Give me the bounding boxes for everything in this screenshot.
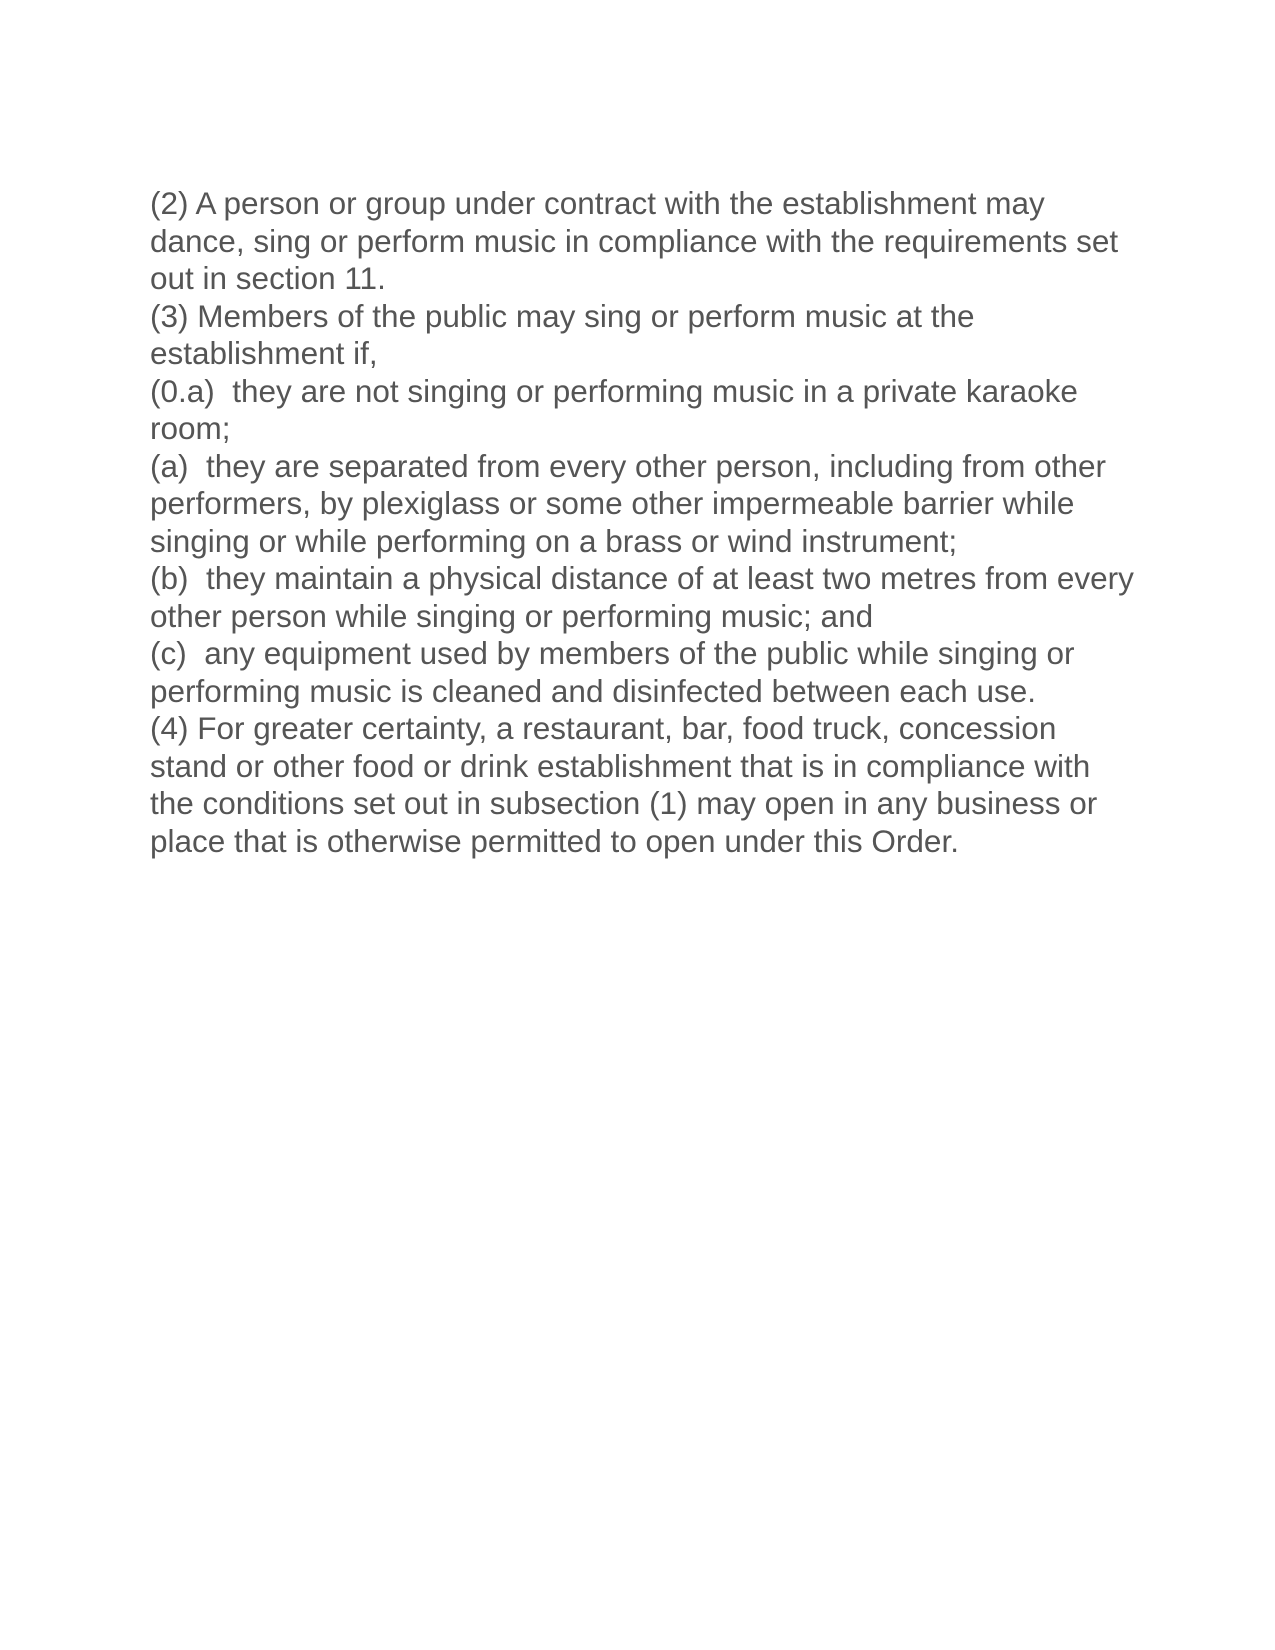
- paragraph-clause-b: (b) they maintain a physical distance of at least two metres from every other person while singing or performing music; and: [150, 560, 1143, 634]
- paragraph-clause-a: (a) they are separated from every other person, including from other performers, by plexiglass or some other impermeable barrier while singing or while performing on a brass or wind instrument;: [150, 447, 1115, 559]
- paragraph-subsection-4: (4) For greater certainty, a restaurant, bar, food truck, concession stand or other food or drink establishment that is in compliance with the conditions set out in subsection (1) may open in any business or place that is otherwise permitted to open under this Order.: [150, 710, 1107, 859]
- document-body: [150, 185, 1143, 860]
- paragraph-clause-0a: (0.a) they are not singing or performing music in a private karaoke room;: [150, 372, 1087, 446]
- paragraph-subsection-2: (2) A person or group under contract with the establishment may dance, sing or perform music in compliance with the requirements set out in section 11.: [150, 185, 1127, 296]
- paragraph-subsection-3: (3) Members of the public may sing or perform music at the establishment if,: [150, 297, 984, 371]
- paragraph-clause-c: (c) any equipment used by members of the public while singing or performing music is cleaned and disinfected between each use.: [150, 635, 1084, 709]
